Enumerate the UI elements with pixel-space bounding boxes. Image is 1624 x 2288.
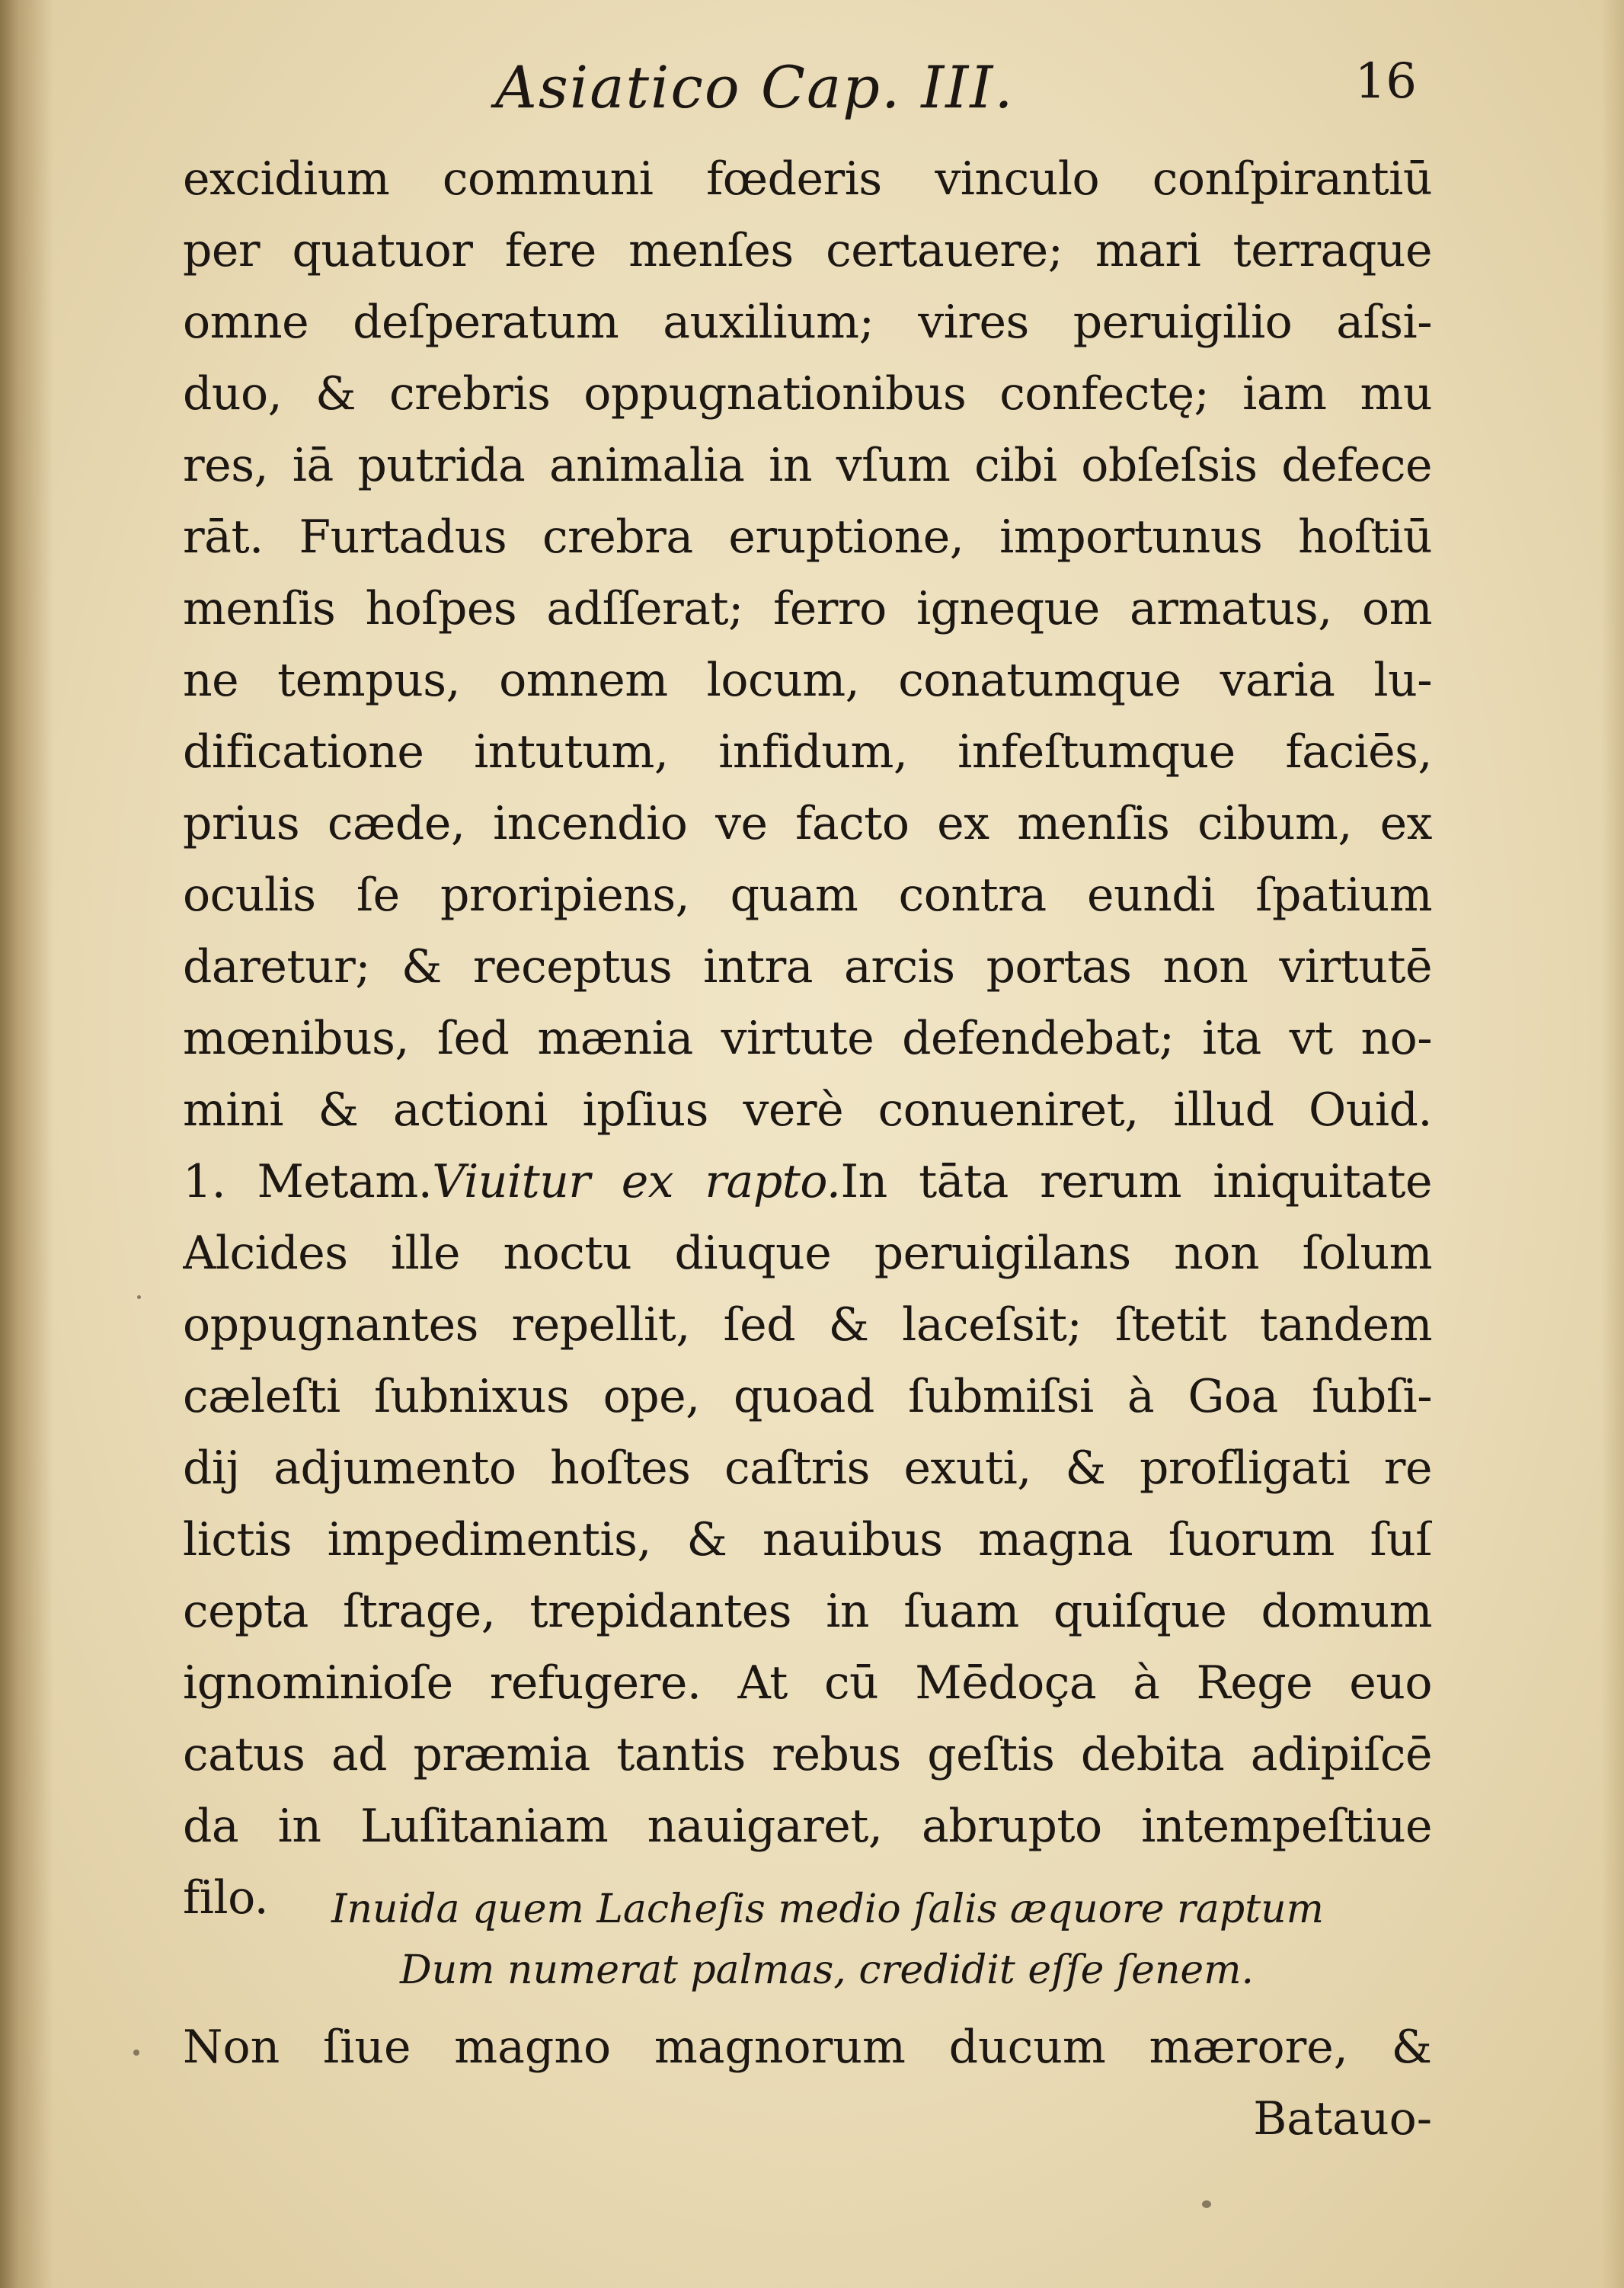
text-line: catus ad præmia tantis rebus geſtis debita adipiſcē	[183, 1728, 1432, 1781]
text-line: ignominioſe refugere. At cū Mēdoça à Rege euo	[183, 1656, 1432, 1710]
closing-line: Non ſiue magno magnorum ducum mærore, &	[183, 2021, 1432, 2074]
ink-speck	[137, 1295, 141, 1299]
text-line: rāt. Furtadus crebra eruptione, importunus hoſtiū	[183, 510, 1432, 564]
verse-line: Inuida quem Lacheſis medio ſalis æquore raptum	[331, 1886, 1324, 1932]
closing-block	[183, 2011, 1432, 2155]
citation-continuation: In tāta rerum iniquitate	[840, 1155, 1432, 1208]
text-line: prius cæde, incendio ve facto ex menſis cibum, ex	[183, 797, 1432, 850]
text-line: da in Luſitaniam nauigaret, abrupto intempeſtiue	[183, 1800, 1432, 1853]
ovid-citation-line	[183, 1146, 1432, 1218]
text-line: Alcides ille noctu diuque peruigilans non ſolum	[183, 1227, 1432, 1280]
ink-speck	[133, 2050, 139, 2056]
text-line: dij adjumento hoſtes caſtris exuti, & profligati re	[183, 1442, 1432, 1495]
verse-line: Dum numerat palmas, credidit eſſe ſenem.	[400, 1947, 1255, 1993]
citation-quote: Viuitur ex rapto.	[432, 1155, 841, 1208]
text-line: daretur; & receptus intra arcis portas non virtutē	[183, 940, 1432, 994]
text-line: oppugnantes repellit, ſed & laceſsit; ſtetit tandem	[183, 1298, 1432, 1352]
text-line: cepta ſtrage, trepidantes in ſuam quiſque domum	[183, 1585, 1432, 1638]
ink-speck	[1202, 2200, 1211, 2208]
text-line: oculis ſe proripiens, quam contra eundi ſpatium	[183, 869, 1432, 922]
text-line: cæleſti ſubnixus ope, quoad ſubmiſsi à Goa ſubſi-	[183, 1370, 1432, 1423]
gutter-shadow	[0, 0, 53, 2288]
page-number: 16	[1354, 53, 1417, 110]
main-text-block	[183, 143, 1432, 1934]
text-line: mœnibus, ſed mænia virtute defendebat; ita vt no-	[183, 1012, 1432, 1065]
text-line: ne tempus, omnem locum, conatumque varia lu-	[183, 654, 1432, 707]
text-line: duo, & crebris oppugnationibus confectę; iam mu	[183, 367, 1432, 421]
text-line: dificatione intutum, infidum, infeſtumque faciēs,	[183, 725, 1432, 779]
text-line: per quatuor fere menſes certauere; mari terraque	[183, 224, 1432, 277]
verse-epitaph	[183, 1879, 1432, 2001]
text-line: excidium communi fœderis vinculo conſpirantiū	[183, 152, 1432, 206]
text-line: lictis impedimentis, & nauibus magna ſuorum ſuſ	[183, 1513, 1432, 1566]
page-edge	[1601, 0, 1624, 2288]
text-line: menſis hoſpes adſſerat; ferro igneque armatus, om	[183, 582, 1432, 635]
citation-reference: 1. Metam.	[183, 1155, 433, 1208]
running-head	[190, 53, 1417, 122]
text-line: mini & actioni ipſius verè conueniret, illud Ouid.	[183, 1083, 1432, 1137]
text-line: filo.	[183, 1871, 269, 1925]
text-line: res, iā putrida animalia in vſum cibi obſeſsis defece	[183, 439, 1432, 492]
catchword: Batauo-	[1253, 2092, 1432, 2146]
running-head-title: Asiatico Cap. III.	[495, 53, 1015, 121]
text-line: omne deſperatum auxilium; vires peruigilio aſsi-	[183, 296, 1432, 349]
